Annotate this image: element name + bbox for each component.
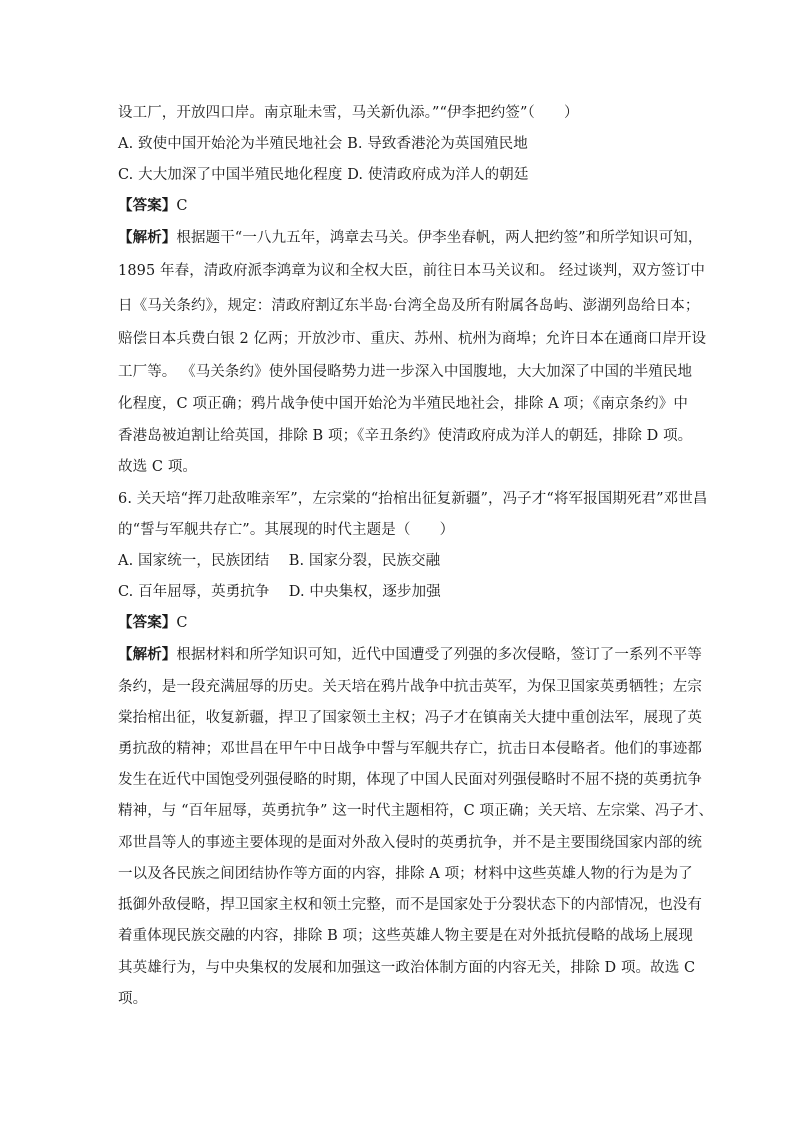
q5-analysis-line-8: 故选 C 项。 bbox=[118, 459, 198, 475]
analysis-label: 【解析】 bbox=[118, 646, 177, 663]
q5-analysis-line-6: 化程度，C 项正确；鸦片战争使中国开始沦为半殖民地社会，排除 A 项；《南京条约》中 bbox=[118, 396, 688, 412]
q5-analysis-line-2: 1895 年春，清政府派李鸿章为议和全权大臣，前往日本马关议和。 经过谈判，双方签订中 bbox=[118, 263, 705, 279]
analysis-text: 根据题干“一八九五年，鸿章去马关。伊李坐春帆，两人把约签”和所学知识可知， bbox=[176, 230, 703, 246]
answer-label: 【答案】 bbox=[118, 614, 177, 631]
q6-analysis-line-6: 精神，与 “百年屈辱，英勇抗争” 这一时代主题相符，C 项正确；关天培、左宗棠、冯子才、 bbox=[118, 803, 714, 819]
q6-analysis-line-10: 着重体现民族交融的内容，排除 B 项；这些英雄人物主要是在对外抵抗侵略的战场上展现 bbox=[118, 928, 693, 944]
answer-value: C bbox=[176, 615, 188, 631]
q5-stem-tail: 设工厂，开放四口岸。南京耻未雪，马关新仇添。”“伊李把约签”（ ） bbox=[118, 105, 579, 121]
q5-analysis-line-5: 工厂等。 《马关条约》使外国侵略势力进一步深入中国腹地，大大加深了中国的半殖民地 bbox=[118, 364, 693, 380]
q6-analysis-line-2: 条约，是一段充满屈辱的历史。关天培在鸦片战争中抗击英军，为保卫国家英勇牺牲；左宗 bbox=[118, 679, 702, 695]
answer-value: C bbox=[176, 198, 188, 214]
analysis-text: 根据材料和所学知识可知，近代中国遭受了列强的多次侵略，签订了一系列不平等 bbox=[176, 647, 703, 663]
q5-option-line-2: C. 大大加深了中国半殖民地化程度 D. 使清政府成为洋人的朝廷 bbox=[118, 167, 529, 183]
q6-analysis-line-11: 其英雄行为，与中央集权的发展和加强这一政治体制方面的内容无关，排除 D 项。故选 C bbox=[118, 960, 696, 976]
q6-analysis-line-1 bbox=[118, 645, 703, 665]
q6-stem-line-1: 6. 关天培“挥刀赴敌唯亲军”，左宗棠的“抬棺出征复新疆”，冯子才“将军报国期死君”邓世昌 bbox=[118, 491, 708, 507]
q6-analysis-line-3: 棠抬棺出征，收复新疆，捍卫了国家领土主权；冯子才在镇南关大捷中重创法军，展现了英 bbox=[118, 710, 702, 726]
q6-analysis-line-12: 项。 bbox=[118, 991, 148, 1007]
q5-analysis-line-1 bbox=[118, 228, 703, 248]
q5-option-line-1: A. 致使中国开始沦为半殖民地社会 B. 导致香港沦为英国殖民地 bbox=[118, 136, 528, 152]
q5-analysis-line-7: 香港岛被迫割让给英国，排除 B 项；《辛丑条约》使清政府成为洋人的朝廷，排除 D 项。 bbox=[118, 428, 693, 444]
q6-analysis-line-9: 抵御外敌侵略，捍卫国家主权和领土完整，而不是国家处于分裂状态下的内部情况，也没有 bbox=[118, 897, 702, 913]
q5-analysis-line-4: 赔偿日本兵费白银 2 亿两；开放沙市、重庆、苏州、杭州为商埠；允许日本在通商口岸开设 bbox=[118, 331, 707, 347]
q6-analysis-line-8: 一以及各民族之间团结协作等方面的内容，排除 A 项；材料中这些英雄人物的行为是为了 bbox=[118, 866, 693, 882]
q6-analysis-line-5: 发生在近代中国饱受列强侵略的时期，体现了中国人民面对列强侵略时不屈不挠的英勇抗争 bbox=[118, 772, 702, 788]
q6-answer bbox=[118, 613, 688, 633]
q5-answer bbox=[118, 196, 688, 216]
q5-analysis-line-3: 日《马关条约》，规定：清政府割辽东半岛·台湾全岛及所有附属各岛屿、澎湖列岛给日本； bbox=[118, 298, 700, 314]
q6-stem-line-2: 的“誓与军舰共存亡”。其展现的时代主题是（ ） bbox=[118, 522, 455, 538]
answer-label: 【答案】 bbox=[118, 197, 177, 214]
q6-option-line-1: A. 国家统一，民族团结 B. 国家分裂，民族交融 bbox=[118, 553, 441, 569]
analysis-label: 【解析】 bbox=[118, 229, 177, 246]
q6-analysis-line-4: 勇抗敌的精神；邓世昌在甲午中日战争中誓与军舰共存亡，抗击日本侵略者。他们的事迹都 bbox=[118, 741, 702, 757]
q6-analysis-line-7: 邓世昌等人的事迹主要体现的是面对外敌入侵时的英勇抗争，并不是主要围绕国家内部的统 bbox=[118, 835, 702, 851]
q6-option-line-2: C. 百年屈辱，英勇抗争 D. 中央集权，逐步加强 bbox=[118, 584, 441, 600]
